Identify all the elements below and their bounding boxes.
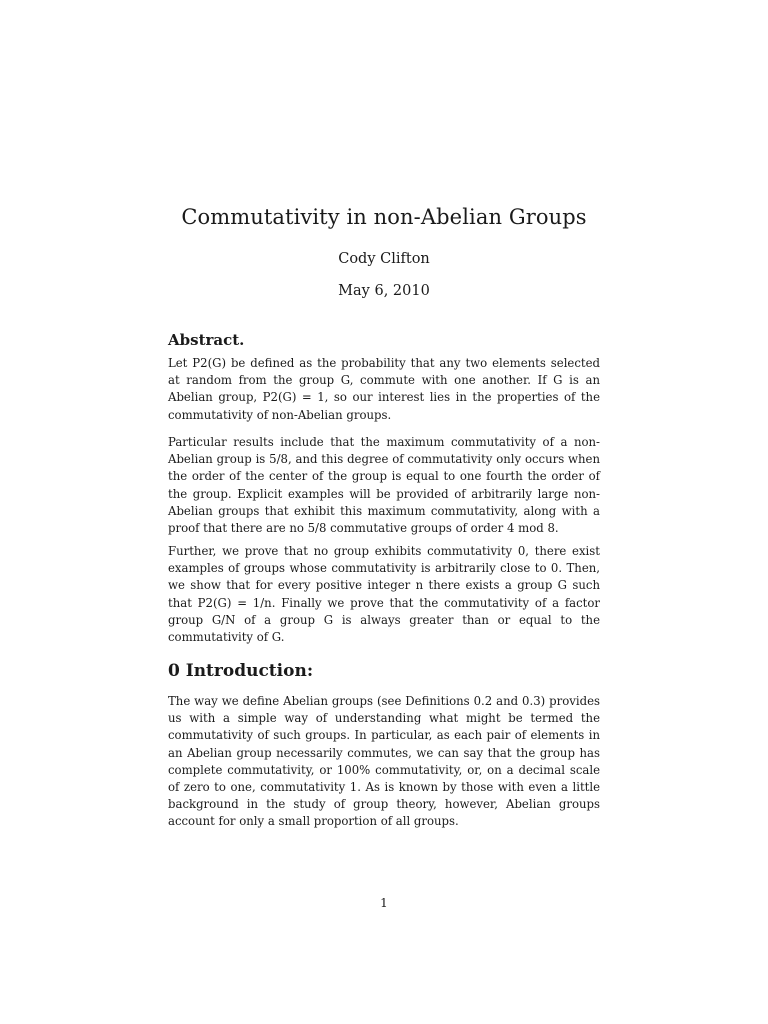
abstract-paragraph-2: Particular results include that the maximum commutativity of a non-Abelian group is 5/8, and this degree of commutativity only occurs when the order of the center of the group is equal to one fourth the order of the group. Explicit examples will be provided of arbitrarily large non-Abelian groups that exhibit this maximum commutativity, along with a proof that there are no 5/8 commutative groups of order 4 mod 8. xyxy=(168,435,600,536)
page-number: 1 xyxy=(380,896,388,910)
paper-date: May 6, 2010 xyxy=(338,283,430,299)
abstract-heading: Abstract. xyxy=(168,331,245,349)
abstract-paragraph-1: Let P2(G) be defined as the probability that any two elements selected at random from the group G, commute with one another. If G is an Abelian group, P2(G) = 1, so our interest lies in the properties of the commutativity of non-Abelian groups. xyxy=(168,356,600,422)
paper-author: Cody Clifton xyxy=(338,251,430,267)
abstract-paragraph-3: Further, we prove that no group exhibits commutativity 0, there exist examples of groups whose commutativity is arbitrarily close to 0. Then, we show that for every positive integer n there exists a group G such that P2(G) = 1/n. Finally we prove that the commutativity of a factor group G/N of a group G is always greater than or equal to the commutativity of G. xyxy=(168,544,600,645)
introduction-paragraph: The way we define Abelian groups (see Definitions 0.2 and 0.3) provides us with a simple way of understanding what might be termed the commutativity of such groups. In particular, as each pair of elements in an Abelian group necessarily commutes, we can say that the group has complete commutativity, or 100% commutativity, or, on a decimal scale of zero to one, commutativity 1. As is known by those with even a little background in the study of group theory, however, Abelian groups account for only a small proportion of all groups. xyxy=(168,694,600,829)
section-heading-introduction: 0 Introduction: xyxy=(168,661,314,681)
paper-title: Commutativity in non-Abelian Groups xyxy=(181,205,587,229)
